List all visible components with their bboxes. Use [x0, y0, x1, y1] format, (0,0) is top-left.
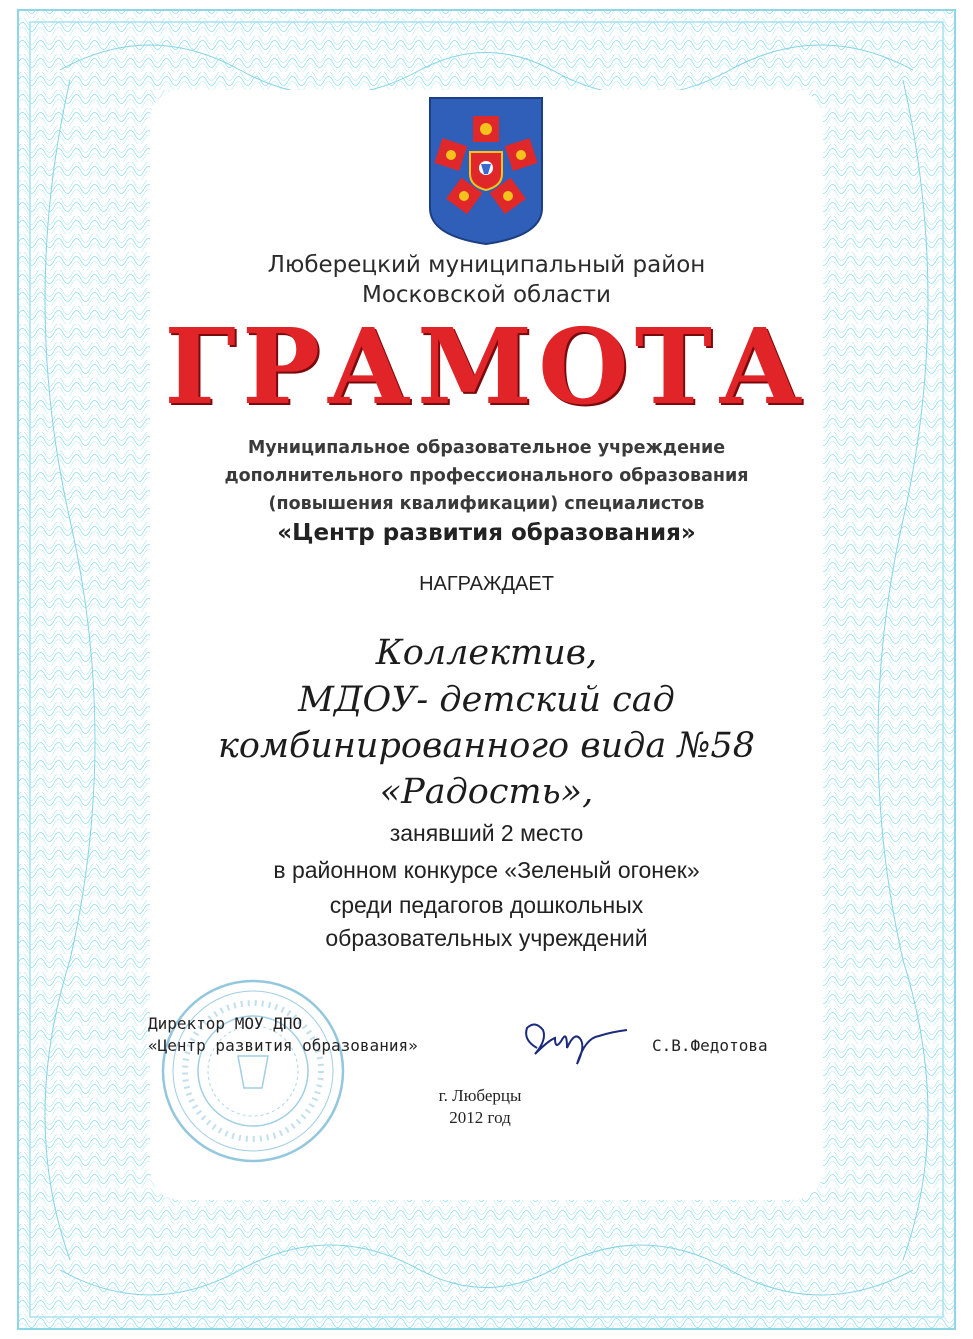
recipient-line-2: МДОУ- детский сад [298, 680, 675, 720]
director-title-line-2: «Центр развития образования» [148, 1036, 418, 1055]
director-title-line-1: Директор МОУ ДПО [148, 1014, 303, 1033]
region-line-2: Московской области [362, 282, 611, 308]
region-line-1: Люберецкий муниципальный район [267, 252, 706, 278]
official-seal-icon [158, 976, 348, 1166]
organization-name: «Центр развития образования» [277, 520, 696, 546]
coat-of-arms-icon [428, 96, 544, 246]
organization-line-3: (повышения квалификации) специалистов [268, 494, 705, 514]
awards-label: НАГРАЖДАЕТ [419, 573, 554, 595]
handwritten-signature [515, 1018, 630, 1073]
recipient-line-4: «Радость», [379, 772, 594, 812]
city-label: г. Люберцы [438, 1086, 522, 1105]
organization-line-1: Муниципальное образовательное учреждение [247, 438, 726, 458]
achievement-line-2: в районном конкурсе «Зеленый огонек» [273, 857, 700, 883]
recipient-line-1: Коллектив, [375, 633, 598, 673]
achievement-line-3: среди педагогов дошкольных [329, 892, 644, 918]
certificate-title: ГРАМОТА [164, 305, 809, 428]
achievement-line-1: занявший 2 место [389, 820, 584, 846]
organization-line-2: дополнительного профессионального образования [224, 466, 749, 486]
achievement-line-4: образовательных учреждений [325, 925, 648, 951]
signer-name: С.В.Федотова [652, 1036, 768, 1055]
recipient-line-3: комбинированного вида №58 [217, 726, 755, 766]
year-label: 2012 год [449, 1108, 511, 1127]
